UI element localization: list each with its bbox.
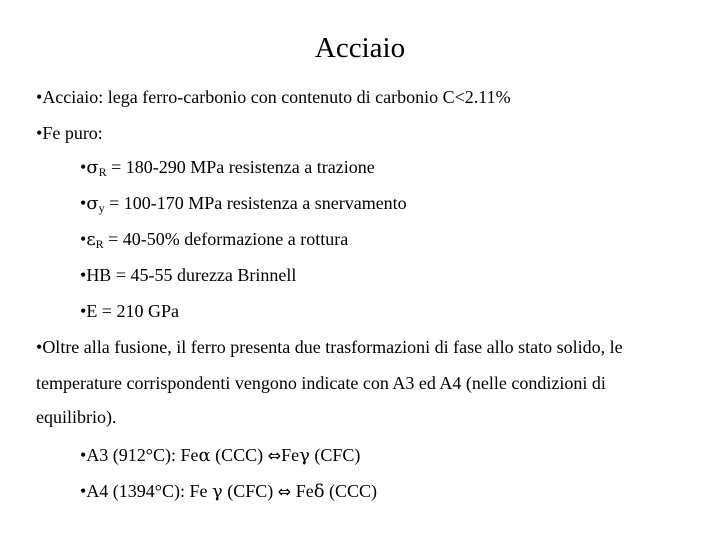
text: A3 (912°C): Fe [86,445,199,465]
bullet-acciaio-definition [36,86,511,108]
bullet: • [80,229,87,249]
bullet-sigma-r [80,156,375,179]
bullet: • [36,123,43,143]
text: Fe [281,445,300,465]
double-arrow-icon: ⇔ [267,446,282,465]
text: (CCC) [324,481,378,501]
delta-symbol: δ [313,481,325,502]
bullet-transformations-line-2: temperature corrispondenti vengono indicate con A3 ed A4 (nelle condizioni di [36,373,606,393]
bullet: • [80,157,87,177]
bullet: • [80,265,87,285]
bullet-transformations [36,336,623,358]
bullet-text: Fe puro: [42,123,103,143]
text: (CCC) [210,445,268,465]
bullet-text: Oltre alla fusione, il ferro presenta due trasformazioni di fase allo stato solido, le [42,337,623,357]
subscript: y [98,201,105,215]
sigma-symbol: σ [86,193,99,214]
subscript: R [95,237,104,251]
bullet: • [80,193,87,213]
bullet-epsilon-r [80,228,348,251]
sigma-symbol: σ [86,157,99,178]
alpha-symbol: α [198,445,211,466]
bullet-hb [80,264,296,286]
bullet-sigma-y [80,192,407,215]
double-arrow-icon: ⇔ [277,482,292,501]
bullet: • [80,481,87,501]
bullet-a3 [80,444,360,467]
subscript: R [98,165,107,179]
bullet-a4 [80,480,377,503]
bullet-fe-puro [36,122,103,144]
gamma-symbol: γ [299,445,310,466]
bullet-text: = 180-290 MPa resistenza a trazione [106,157,375,177]
bullet-text: E = 210 GPa [86,301,179,321]
text: A4 (1394°C): Fe [86,481,213,501]
bullet-text: HB = 45-55 durezza Brinnell [86,265,297,285]
bullet-transformations-line-3: equilibrio). [36,407,117,427]
epsilon-symbol: ε [86,229,96,250]
slide-title: Acciaio [314,32,406,64]
bullet-text: = 40-50% deformazione a rottura [103,229,349,249]
bullet-text: = 100-170 MPa resistenza a snervamento [104,193,407,213]
text: Fe [291,481,314,501]
bullet: • [36,87,43,107]
bullet: • [36,337,43,357]
bullet: • [80,301,87,321]
bullet-young-modulus [80,300,179,322]
bullet-text: Acciaio: lega ferro-carbonio con contenuto di carbonio C<2.11% [42,87,511,107]
text: (CFC) [309,445,361,465]
gamma-symbol: γ [212,481,223,502]
text: (CFC) [222,481,278,501]
bullet: • [80,445,87,465]
